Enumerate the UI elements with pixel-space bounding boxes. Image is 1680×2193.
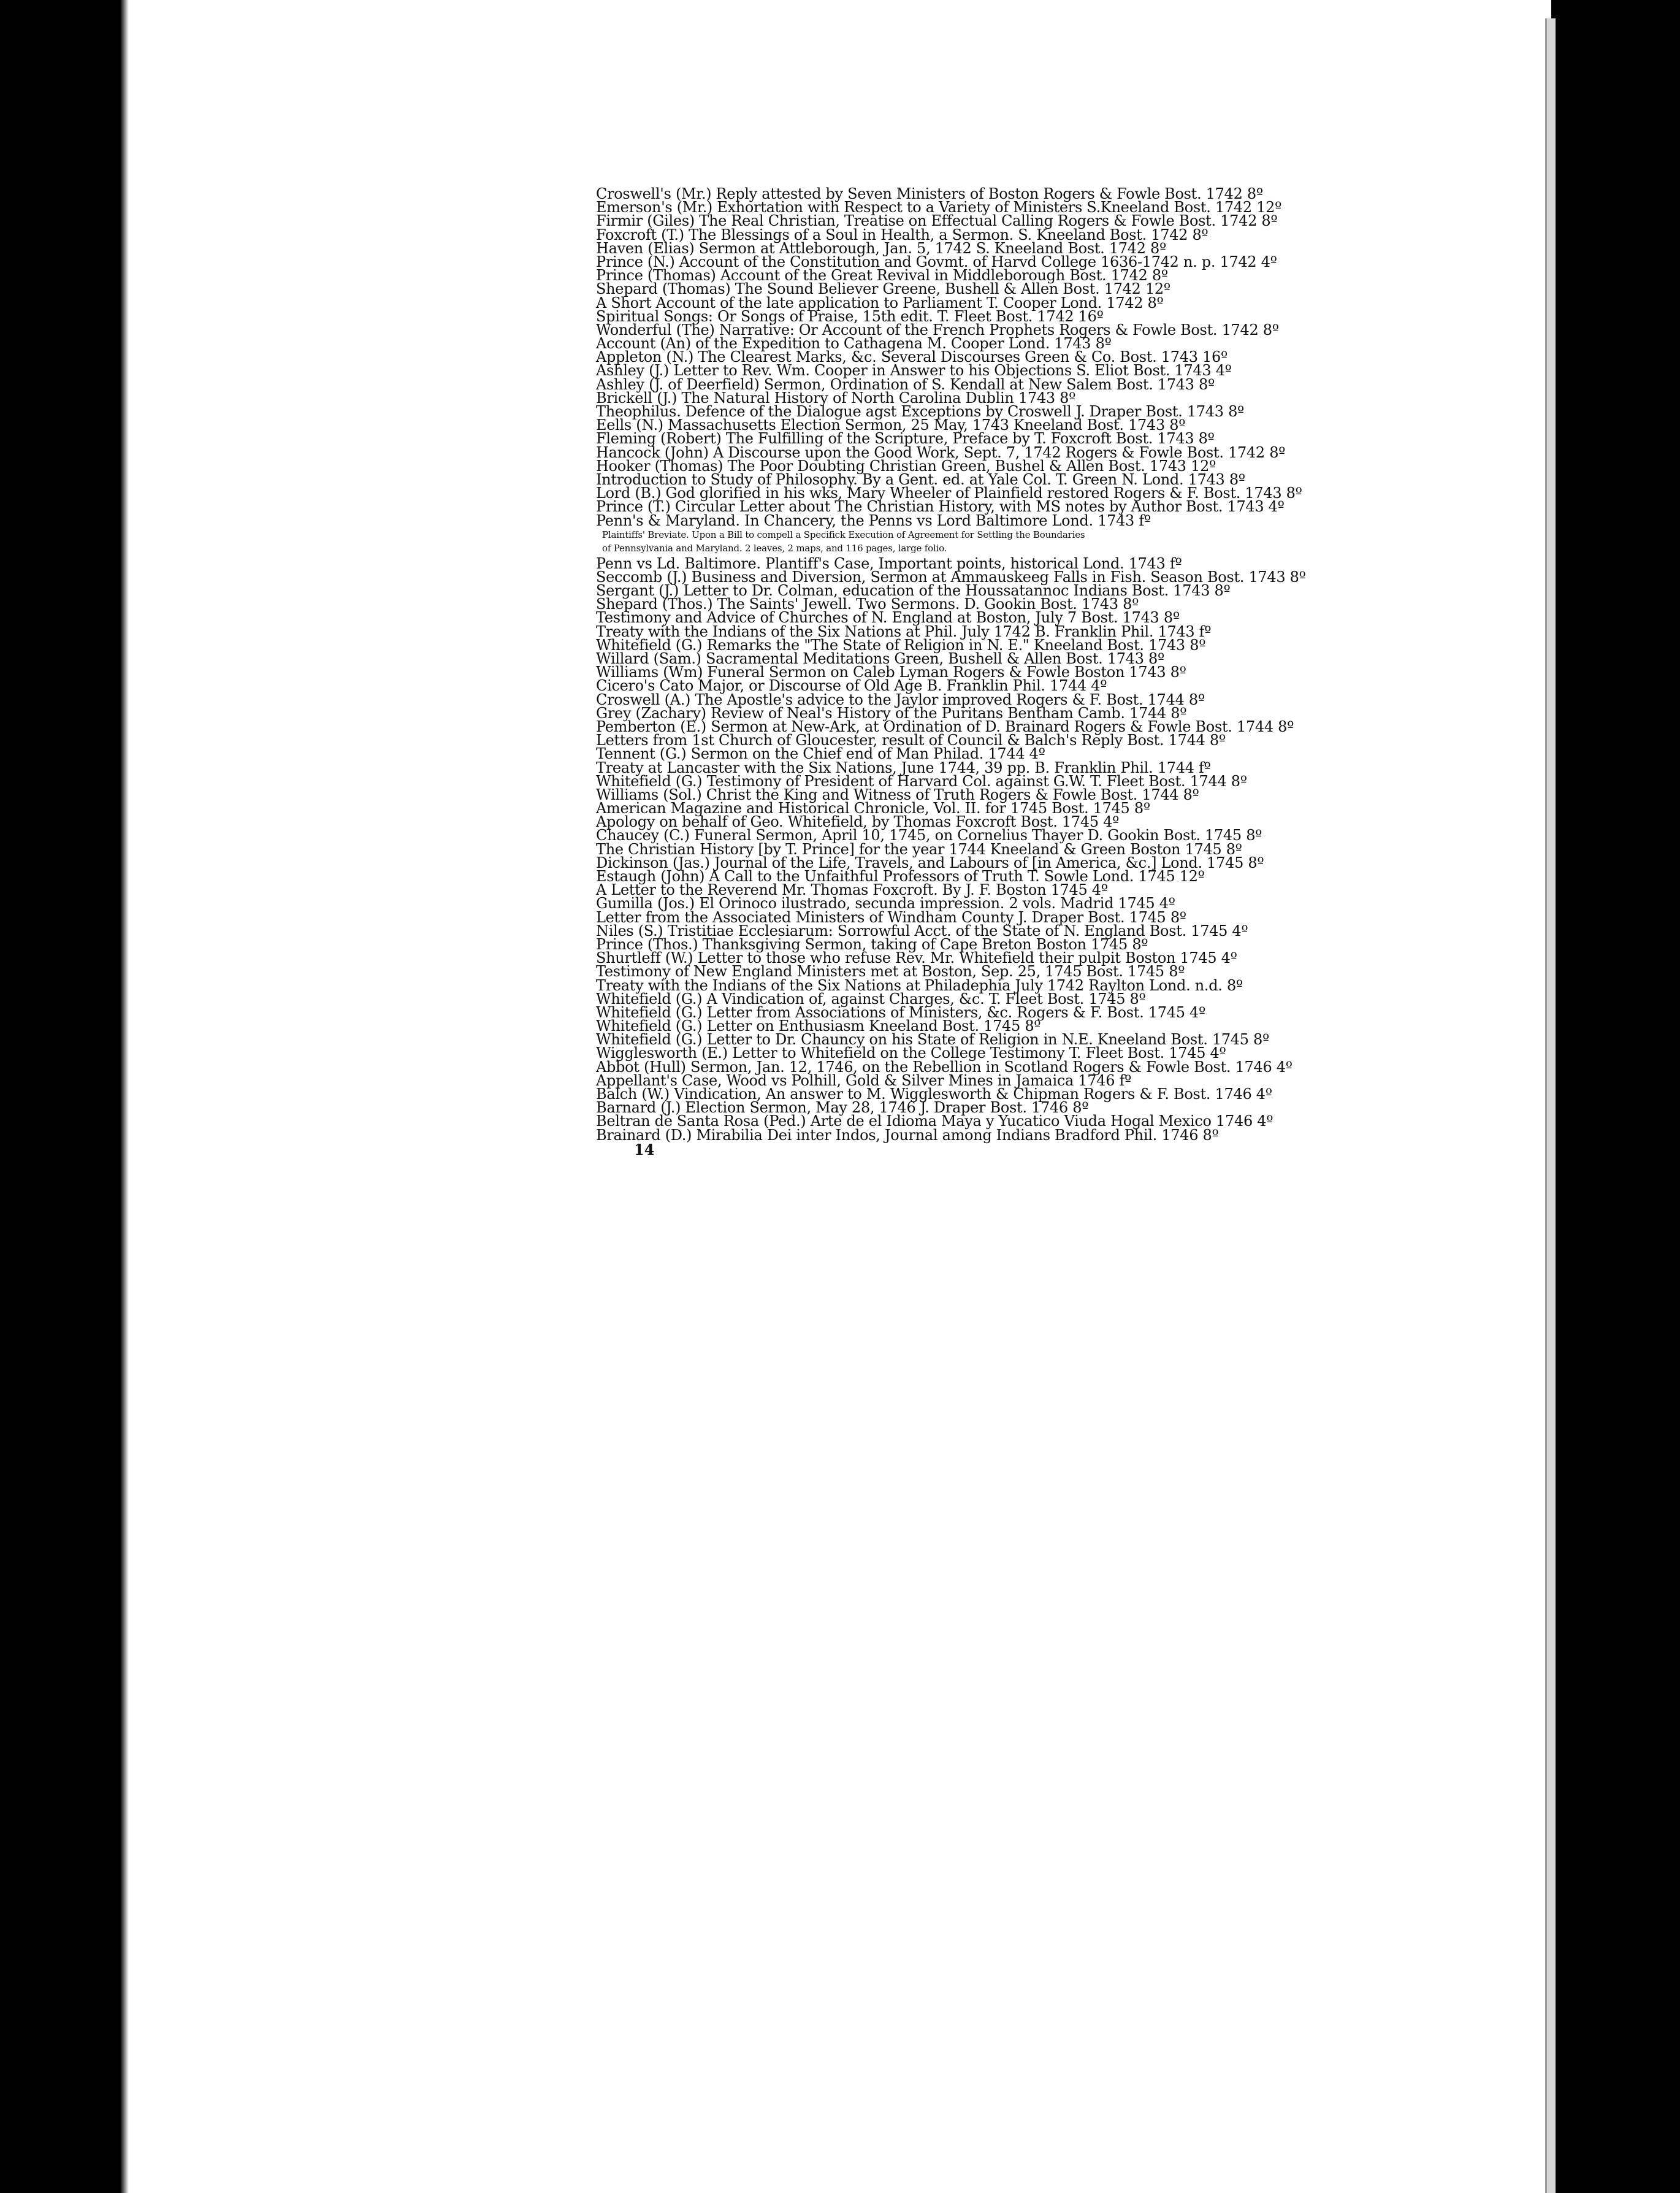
bibliography-entry: Shepard (Thomas) The Sound Believer Greene, Bushell & Allen Bost. 1742 12º — [596, 280, 1170, 298]
bibliography-entry: Prince (N.) Account of the Constitution and Govmt. of Harvd College 1636-1742 n. p. 1742 4º — [596, 253, 1277, 270]
bibliography-entry: Croswell's (Mr.) Reply attested by Seven Ministers of Boston Rogers & Fowle Bost. 1742 8º — [596, 185, 1263, 202]
bibliography-entry: Treaty at Lancaster with the Six Nations, June 1744, 39 pp. B. Franklin Phil. 1744 fº — [596, 759, 1211, 776]
bibliography-entry: Whitefield (G.) Letter to Dr. Chauncy on his State of Religion in N.E. Kneeland Bost. 1745 8º — [596, 1031, 1270, 1049]
bibliography-entry: Theophilus. Defence of the Dialogue agst Exceptions by Croswell J. Draper Bost. 1743 8º — [596, 403, 1245, 420]
bibliography-entry: Prince (T.) Circular Letter about The Christian History, with MS notes by Author Bost. 1743 4º — [596, 498, 1285, 516]
bibliography-entry: Williams (Wm) Funeral Sermon on Caleb Lyman Rogers & Fowle Boston 1743 8º — [596, 664, 1186, 681]
bibliography-entry: Beltran de Santa Rosa (Ped.) Arte de el Idioma Maya y Yucatico Viuda Hogal Mexico 1746 4º — [596, 1112, 1273, 1130]
bibliography-entry: Williams (Sol.) Christ the King and Witness of Truth Rogers & Fowle Bost. 1744 8º — [596, 786, 1199, 803]
bibliography-text-block — [596, 187, 1418, 1158]
bibliography-entry: Estaugh (John) A Call to the Unfaithful Professors of Truth T. Sowle Lond. 1745 12º — [596, 868, 1205, 885]
bibliography-entry: Shepard (Thos.) The Saints' Jewell. Two Sermons. D. Gookin Bost. 1743 8º — [596, 595, 1139, 613]
bibliography-entry: Treaty with the Indians of the Six Nations at Phil. July 1742 B. Franklin Phil. 1743 fº — [596, 622, 1212, 640]
bibliography-entry: Prince (Thomas) Account of the Great Revival in Middleborough Bost. 1742 8º — [596, 267, 1168, 285]
bibliography-entry: Fleming (Robert) The Fulfilling of the Scripture, Preface by T. Foxcroft Bost. 1743 8º — [596, 430, 1215, 448]
bibliography-entry: Niles (S.) Tristitiae Ecclesiarum: Sorrowful Acct. of the State of N. England Bost. 1745 4º — [596, 922, 1248, 940]
bibliography-entry: Firmir (Giles) The Real Christian, Treatise on Effectual Calling Rogers & Fowle Bost. 1742 8º — [596, 212, 1278, 230]
scan-edge-strip — [1545, 18, 1556, 2193]
bibliography-entry: Treaty with the Indians of the Six Nations at Philadephia July 1742 Raylton Lond. n.d. 8º — [596, 976, 1243, 994]
bibliography-entry: American Magazine and Historical Chronicle, Vol. II. for 1745 Bost. 1745 8º — [596, 800, 1150, 817]
bibliography-entry: Letter from the Associated Ministers of Windham County J. Draper Bost. 1745 8º — [596, 908, 1186, 926]
bibliography-entry: Appellant's Case, Wood vs Polhill, Gold & Silver Mines in Jamaica 1746 fº — [596, 1071, 1132, 1089]
bibliography-entry: The Christian History [by T. Prince] for the year 1744 Kneeland & Green Boston 1745 8º — [596, 840, 1242, 858]
bibliography-entry: Wigglesworth (E.) Letter to Whitefield on the College Testimony T. Fleet Bost. 1745 4º — [596, 1044, 1226, 1062]
bibliography-entry: Brickell (J.) The Natural History of North Carolina Dublin 1743 8º — [596, 389, 1076, 407]
bibliography-entry: Prince (Thos.) Thanksgiving Sermon, taking of Cape Breton Boston 1745 8º — [596, 935, 1148, 953]
bibliography-entry: Whitefield (G.) Testimony of President of Harvard Col. against G.W. T. Fleet Bost. 1744 8º — [596, 772, 1247, 790]
bibliography-entry: Seccomb (J.) Business and Diversion, Sermon at Ammauskeeg Falls in Fish. Season Bost. 1743 8º — [596, 568, 1306, 586]
bibliography-entry: Chaucey (C.) Funeral Sermon, April 10, 1745, on Cornelius Thayer D. Gookin Bost. 1745 8º — [596, 827, 1262, 844]
bibliography-entry: Whitefield (G.) Remarks the "The State of Religion in N. E." Kneeland Bost. 1743 8º — [596, 636, 1206, 654]
bibliography-entry: Ashley (J. of Deerfield) Sermon, Ordination of S. Kendall at New Salem Bost. 1743 8º — [596, 375, 1215, 393]
bibliography-entry: Pemberton (E.) Sermon at New-Ark, at Ordination of D. Brainard Rogers & Fowle Bost. 1744 8º — [596, 718, 1294, 735]
bibliography-entry: Cicero's Cato Major, or Discourse of Old Age B. Franklin Phil. 1744 4º — [596, 677, 1107, 695]
bibliography-entry: Brainard (D.) Mirabilia Dei inter Indos, Journal among Indians Bradford Phil. 1746 8º — [596, 1126, 1219, 1144]
entry-list-before-note — [596, 187, 1418, 527]
bibliography-entry: Shurtleff (W.) Letter to those who refuse Rev. Mr. Whitefield their pulpit Boston 1745 4º — [596, 949, 1237, 967]
bibliography-entry: Whitefield (G.) A Vindication of, against Charges, &c. T. Fleet Bost. 1745 8º — [596, 990, 1146, 1008]
bibliography-entry: Abbot (Hull) Sermon, Jan. 12, 1746, on the Rebellion in Scotland Rogers & Fowle Bost. 1746 4º — [596, 1058, 1292, 1076]
bibliography-entry: Foxcroft (T.) The Blessings of a Soul in Health, a Sermon. S. Kneeland Bost. 1742 8º — [596, 226, 1208, 243]
bibliography-entry: Ashley (J.) Letter to Rev. Wm. Cooper in Answer to his Objections S. Eliot Bost. 1743 4º — [596, 362, 1232, 380]
bibliography-entry: A Letter to the Reverend Mr. Thomas Foxcroft. By J. F. Boston 1745 4º — [596, 881, 1108, 899]
bibliography-entry: Haven (Elias) Sermon at Attleborough, Jan. 5, 1742 S. Kneeland Bost. 1742 8º — [596, 239, 1166, 257]
bibliography-entry: Emerson's (Mr.) Exhortation with Respect to a Variety of Ministers S.Kneeland Bost. 1742 12º — [596, 199, 1282, 216]
bibliography-entry: Whitefield (G.) Letter from Associations of Ministers, &c. Rogers & F. Bost. 1745 4º — [596, 1003, 1205, 1021]
note-line: of Pennsylvania and Maryland. 2 leaves, 2 maps, and 116 pages, large folio. — [602, 542, 947, 554]
bibliography-entry: Testimony of New England Ministers met at Boston, Sep. 25, 1745 Bost. 1745 8º — [596, 963, 1185, 981]
plaintiffs-breviate-note — [596, 530, 1418, 553]
bibliography-entry: Hancock (John) A Discourse upon the Good Work, Sept. 7, 1742 Rogers & Fowle Bost. 1742 8º — [596, 443, 1286, 461]
bibliography-entry: Penn's & Maryland. In Chancery, the Penns vs Lord Baltimore Lond. 1743 fº — [596, 511, 1151, 529]
bibliography-entry: Appleton (N.) The Clearest Marks, &c. Several Discourses Green & Co. Bost. 1743 16º — [596, 348, 1228, 366]
bibliography-entry: Croswell (A.) The Apostle's advice to the Jaylor improved Rogers & F. Bost. 1744 8º — [596, 691, 1205, 708]
bibliography-entry: Dickinson (Jas.) Journal of the Life, Travels, and Labours of [in America, &c.] Lond. 1745 8º — [596, 854, 1264, 871]
bibliography-entry: A Short Account of the late application to Parliament T. Cooper Lond. 1742 8º — [596, 294, 1164, 312]
page-number: 14 — [634, 1140, 655, 1158]
bibliography-entry: Letters from 1st Church of Gloucester, result of Council & Balch's Reply Bost. 1744 8º — [596, 732, 1226, 749]
bibliography-entry: Balch (W.) Vindication, An answer to M. Wigglesworth & Chipman Rogers & F. Bost. 1746 4º — [596, 1085, 1272, 1103]
bibliography-entry: Spiritual Songs: Or Songs of Praise, 15th edit. T. Fleet Bost. 1742 16º — [596, 307, 1104, 325]
bibliography-entry: Eells (N.) Massachusetts Election Sermon, 25 May, 1743 Kneeland Bost. 1743 8º — [596, 416, 1186, 434]
bibliography-entry: Wonderful (The) Narrative: Or Account of the French Prophets Rogers & Fowle Bost. 1742 8º — [596, 321, 1279, 339]
bibliography-entry: Introduction to Study of Philosophy. By a Gent. ed. at Yale Col. T. Green N. Lond. 1743 8º — [596, 470, 1245, 488]
bibliography-entry: Account (An) of the Expedition to Cathagena M. Cooper Lond. 1743 8º — [596, 335, 1112, 353]
bibliography-entry: Tennent (G.) Sermon on the Chief end of Man Philad. 1744 4º — [596, 745, 1045, 763]
bibliography-entry: Apology on behalf of Geo. Whitefield, by Thomas Foxcroft Bost. 1745 4º — [596, 813, 1120, 831]
bibliography-entry: Gumilla (Jos.) El Orinoco ilustrado, secunda impression. 2 vols. Madrid 1745 4º — [596, 895, 1175, 913]
bibliography-entry: Lord (B.) God glorified in his wks, Mary Wheeler of Plainfield restored Rogers & F. Bost. 1743 8º — [596, 484, 1302, 502]
binding-shadow — [120, 0, 129, 2193]
bibliography-entry: Testimony and Advice of Churches of N. England at Boston, July 7 Bost. 1743 8º — [596, 609, 1180, 627]
bibliography-entry: Willard (Sam.) Sacramental Meditations Green, Bushell & Allen Bost. 1743 8º — [596, 650, 1164, 667]
entry-list-after-note — [596, 554, 1418, 1144]
bibliography-entry: Sergant (J.) Letter to Dr. Colman, education of the Houssatannoc Indians Bost. 1743 8º — [596, 582, 1231, 600]
bibliography-entry: Whitefield (G.) Letter on Enthusiasm Kneeland Bost. 1745 8º — [596, 1017, 1041, 1035]
bibliography-entry: Hooker (Thomas) The Poor Doubting Christian Green, Bushel & Allen Bost. 1743 12º — [596, 457, 1216, 475]
bibliography-entry: Grey (Zachary) Review of Neal's History of the Puritans Bentham Camb. 1744 8º — [596, 704, 1187, 722]
bibliography-entry: Penn vs Ld. Baltimore. Plantiff's Case, Important points, historical Lond. 1743 fº — [596, 554, 1182, 572]
bibliography-entry: Barnard (J.) Election Sermon, May 28, 1746 J. Draper Bost. 1746 8º — [596, 1099, 1089, 1117]
note-line: Plaintiffs' Breviate. Upon a Bill to compell a Specifick Execution of Agreement for Settling the Boundaries — [602, 529, 1085, 540]
